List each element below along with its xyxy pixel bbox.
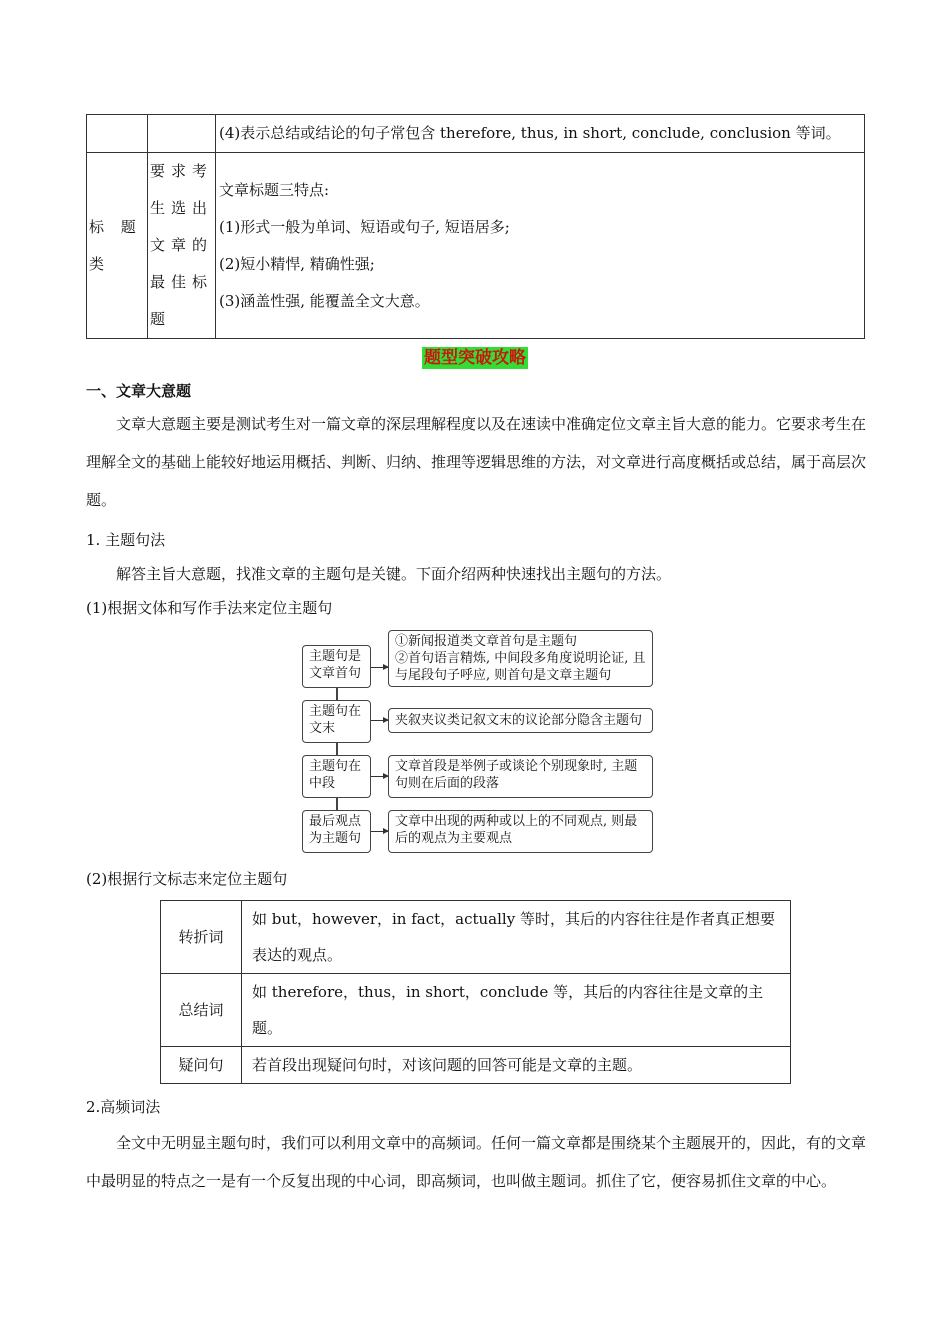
diagram-left-box: 主题句在文末 — [302, 700, 371, 743]
subheading: (2)根据行文标志来定位主题句 — [86, 870, 288, 888]
signal-words-table — [160, 900, 791, 1084]
table-cell: (4)表示总结或结论的句子常包含 therefore, thus, in short, conclude, conclusion 等词。 — [216, 115, 865, 153]
section-heading: 题型突破攻略 — [424, 348, 526, 368]
table-row — [87, 115, 865, 153]
paragraph: 全文中无明显主题句时，我们可以利用文章中的高频词。任何一篇文章都是围绕某个主题展开的，因此，有的文章中最明显的特点之一是有一个反复出现的中心词，即高频词，也叫做主题词。抓住了它，便容易抓住文章的中心。 — [86, 1134, 867, 1190]
category-cell: 标 题 类 — [87, 153, 148, 339]
paragraph: 文章大意题主要是测试考生对一篇文章的深层理解程度以及在速读中准确定位文章主旨大意的能力。它要求考生在理解全文的基础上能较好地运用概括、判断、归纳、推理等逻辑思维的方法，对文章进行高度概括或总结，属于高层次题。 — [86, 415, 867, 509]
diagram-right-box: ①新闻报道类文章首句是主题句 ②首句语言精炼, 中间段多角度说明论证, 且与尾段句子呼应, 则首句是文章主题句 — [388, 630, 653, 687]
table-row — [87, 153, 865, 339]
diagram-left-box: 主题句在中段 — [302, 755, 371, 798]
section-title: 一、文章大意题 — [86, 382, 192, 400]
table-row: 转折词 如 but，however，in fact，actually 等时，其后的内容往往是作者真正想要表达的观点。 — [161, 901, 791, 974]
diagram-right-box: 文章首段是举例子或谈论个别现象时, 主题句则在后面的段落 — [388, 755, 653, 798]
content-cell: 文章标题三特点: (1)形式一般为单词、短语或句子, 短语居多; (2)短小精悍, 精确性强; (3)涵盖性强, 能覆盖全文大意。 — [216, 153, 865, 339]
diagram-left-box: 主题句是文章首句 — [302, 645, 371, 688]
subheading: (1)根据文体和写作手法来定位主题句 — [86, 599, 333, 617]
diagram-left-box: 最后观点为主题句 — [302, 810, 371, 853]
diagram-right-box: 夹叙夹议类记叙文末的议论部分隐含主题句 — [388, 708, 653, 733]
paragraph: 解答主旨大意题，找准文章的主题句是关键。下面介绍两种快速找出主题句的方法。 — [116, 565, 672, 583]
table-row: 总结词 如 therefore，thus，in short，conclude 等，其后的内容往往是文章的主题。 — [161, 974, 791, 1047]
diagram-right-box: 文章中出现的两种或以上的不同观点, 则最后的观点为主要观点 — [388, 810, 653, 853]
table-row: 疑问句 若首段出现疑问句时，对该问题的回答可能是文章的主题。 — [161, 1047, 791, 1084]
requirement-cell: 要求考生选出文章的最佳标题 — [148, 153, 216, 339]
subheading: 2.高频词法 — [86, 1098, 161, 1116]
question-type-table — [86, 114, 865, 339]
subheading: 1. 主题句法 — [86, 531, 166, 549]
